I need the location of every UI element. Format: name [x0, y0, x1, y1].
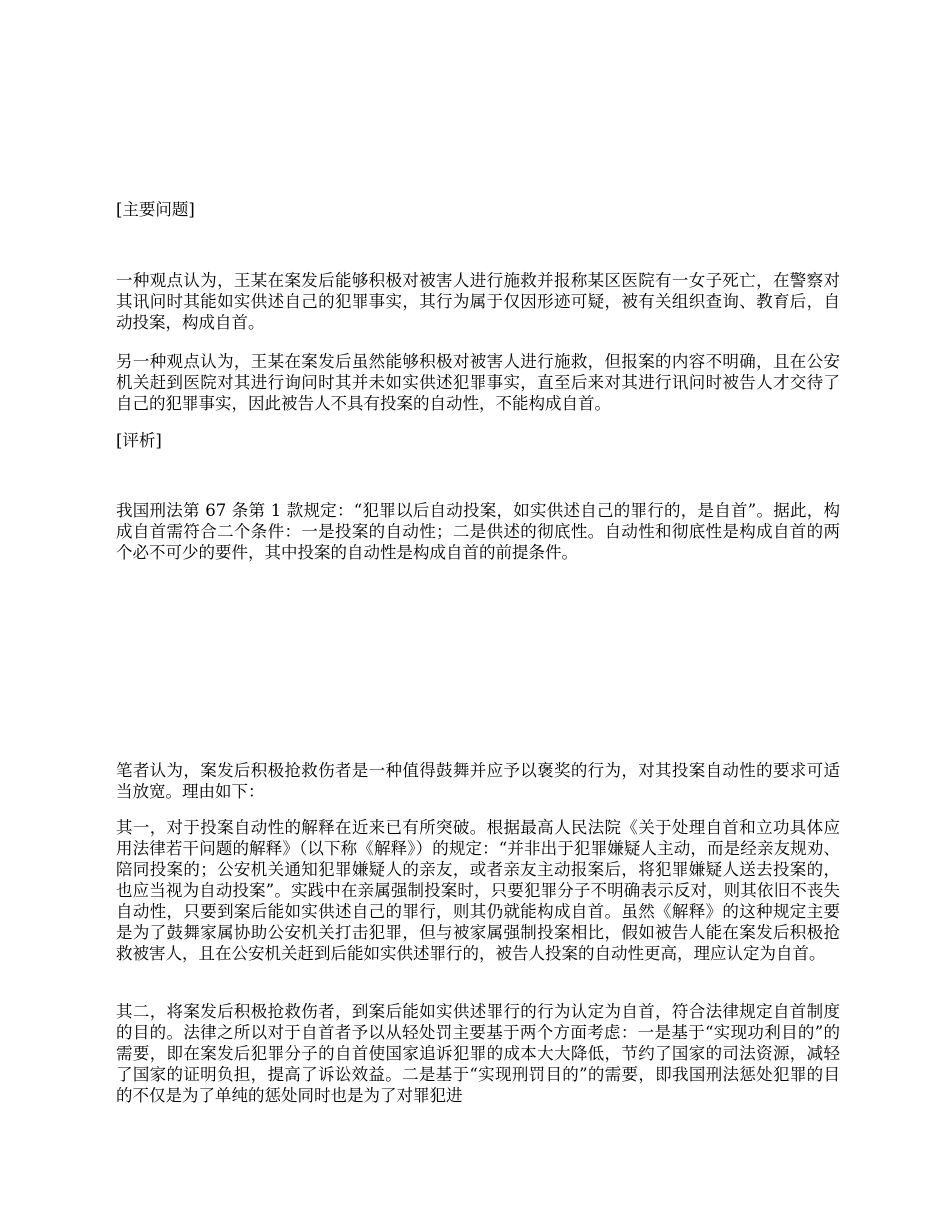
paragraph-author-opinion: 笔者认为，案发后积极抢救伤者是一种值得鼓舞并应予以褒奖的行为，对其投案自动性的要求可适当放宽。理由如下： — [116, 761, 840, 801]
paragraph-reason-one: 其一，对于投案自动性的解释在近来已有所突破。根据最高人民法院《关于处理自首和立功具体应用法律若干问题的解释》（以下称《解释》）的规定：“并非出于犯罪嫌疑人主动，而是经亲友规劝、陪同投案的；公安机关通知犯罪嫌疑人的亲友，或者亲友主动报案后，将犯罪嫌疑人送去投案的，也应当视为自动投案”。实践中在亲属强制投案时，只要犯罪分子不明确表示反对，则其依旧不丧失自动性，只要到案后能如实供述自己的罪行，则其仍就能构成自首。虽然《解释》的这种规定主要是为了鼓舞家属协助公安机关打击犯罪，但与被家属强制投案相比，假如被告人能在案发后积极抢救被害人，且在公安机关赶到后能如实供述罪行的，被告人投案的自动性更高，理应认定为自首。 — [116, 818, 840, 963]
paragraph-view-one: 一种观点认为，王某在案发后能够积极对被害人进行施救并报称某区医院有一女子死亡，在警察对其讯问时其能如实供述自己的犯罪事实，其行为属于仅因形迹可疑，被有关组织查询、教育后，自动投案，构成自首。 — [116, 271, 840, 332]
section-heading-main-issue: [主要问题] — [116, 200, 195, 219]
paragraph-reason-two: 其二，将案发后积极抢救伤者，到案后能如实供述罪行的行为认定为自首，符合法律规定自首制度的目的。法律之所以对于自首者予以从轻处罚主要基于两个方面考虑：一是基于“实现功利目的”的需要，即在案发后犯罪分子的自首使国家追诉犯罪的成本大大降低，节约了国家的司法资源，减轻了国家的证明负担，提高了诉讼效益。二是基于“实现刑罚目的”的需要，即我国刑法惩处犯罪的目的不仅是为了单纯的惩处同时也是为了对罪犯进 — [116, 1002, 840, 1105]
paragraph-view-two: 另一种观点认为，王某在案发后虽然能够积极对被害人进行施救，但报案的内容不明确，且在公安机关赶到医院对其进行询问时其并未如实供述犯罪事实，直至后来对其进行讯问时被告人才交待了自己的犯罪事实，因此被告人不具有投案的自动性，不能构成自首。 — [116, 352, 840, 413]
paragraph-criminal-law-article: 我国刑法第 67 条第 1 款规定：“犯罪以后自动投案，如实供述自己的罪行的，是自首”。据此，构成自首需符合二个条件：一是投案的自动性；二是供述的彻底性。自动性和彻底性是构成自首的两个必不可少的要件，其中投案的自动性是构成自首的前提条件。 — [116, 501, 840, 562]
section-heading-analysis: [评析] — [116, 431, 162, 450]
